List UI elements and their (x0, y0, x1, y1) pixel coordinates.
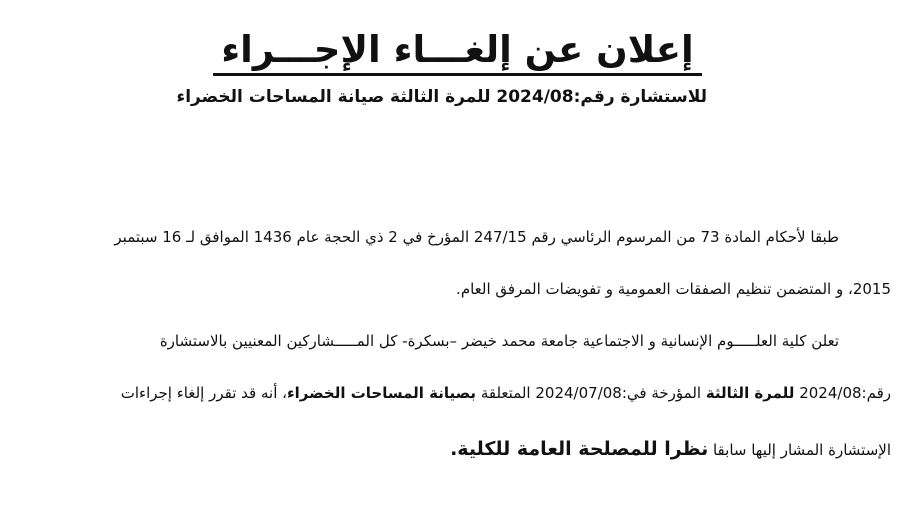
body-line-4 (121, 380, 891, 406)
body-line-1: طبقا لأحكام المادة 73 من المرسوم الرئاسي رقم 247/15 المؤرخ في 2 ذي الحجة عام 1436 الموافق لـ 16 سبتمبر (114, 228, 839, 246)
cancellation-decision-text: ، أنه قد تقرر إلغاء إجراءات (120, 384, 287, 402)
consultation-date-text: المؤرخة في:2024/07/08 المتعلقة (476, 384, 706, 402)
consultation-subtitle: للاستشارة رقم:2024/08 للمرة الثالثة صيانة المساحات الخضراء (176, 87, 707, 107)
consultation-reference-text: الإستشارة المشار إليها سابقا (708, 441, 891, 459)
consultation-number-text: رقم:2024/08 (794, 384, 891, 402)
green-spaces-maintenance-text: بصيانة المساحات الخضراء (286, 384, 477, 402)
body-line-2: 2015، و المتضمن تنظيم الصفقات العمومية و تفويضات المرفق العام. (456, 280, 891, 298)
third-time-text: للمرة الثالثة (705, 384, 795, 402)
body-line-3: تعلن كلية العلـــــوم الإنسانية و الاجتماعية جامعة محمد خيضر –بسكرة- كل المـــــشاركين المعنيين بالاستشارة (159, 332, 839, 350)
announcement-title-text: إعلان عن إلغـــاء الإجـــراء (213, 28, 702, 76)
public-interest-reason-text: نظرا للمصلحة العامة للكلية. (450, 438, 709, 460)
body-line-5 (450, 436, 891, 463)
announcement-title (0, 26, 915, 76)
